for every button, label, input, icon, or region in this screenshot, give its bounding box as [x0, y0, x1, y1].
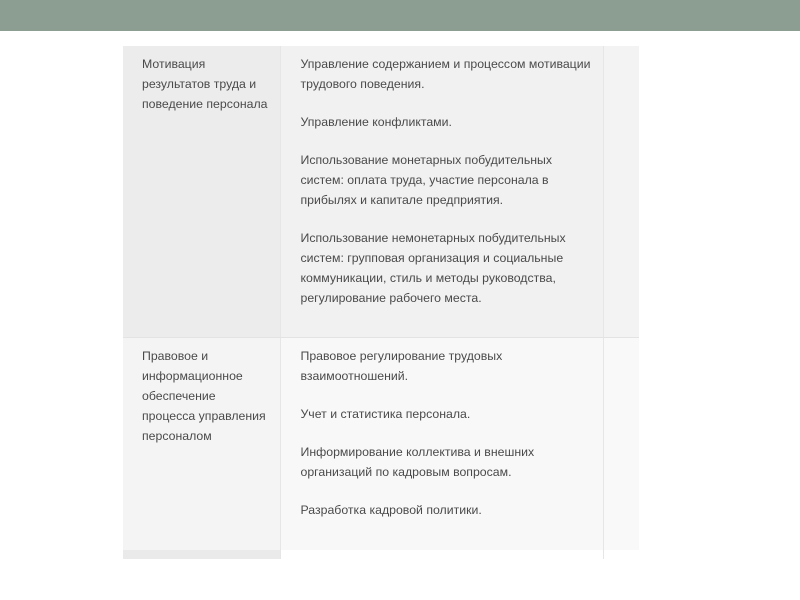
empty-cell: [280, 550, 603, 559]
content-table: [123, 46, 639, 559]
item-text: Правовое регулирование трудовых взаимоотношений.: [300, 349, 503, 383]
empty-cell: [603, 338, 639, 551]
empty-cell: [603, 550, 639, 559]
content-table-wrapper: [123, 46, 639, 558]
items-cell: [280, 338, 603, 551]
topic-text: Правовое и информационное обеспечение процесса управления персоналом: [142, 349, 266, 443]
item-text: Управление содержанием и процессом мотивации трудового поведения.: [300, 57, 591, 91]
items-cell: [280, 46, 603, 338]
item-text: Использование монетарных побудительных систем: оплата труда, участие персонала в прибылях и капитале предприятия.: [300, 153, 553, 207]
topic-cell: [123, 338, 280, 551]
table-row: [123, 338, 639, 551]
table-row: [123, 46, 639, 338]
topic-cell: [123, 46, 280, 338]
topic-text: Мотивация результатов труда и поведение персонала: [142, 57, 268, 111]
item-text: Учет и статистика персонала.: [300, 407, 471, 421]
item-text: Информирование коллектива и внешних организаций по кадровым вопросам.: [300, 445, 535, 479]
table-row: [123, 550, 639, 559]
item-text: Использование немонетарных побудительных систем: групповая организация и социальные коммуникации, стиль и методы руководства, регулирование рабочего места.: [300, 231, 566, 305]
item-text: Управление конфликтами.: [300, 115, 452, 129]
item-text: Разработка кадровой политики.: [300, 503, 482, 517]
empty-cell: [603, 46, 639, 338]
empty-cell: [123, 550, 280, 559]
header-bar: [0, 0, 800, 31]
